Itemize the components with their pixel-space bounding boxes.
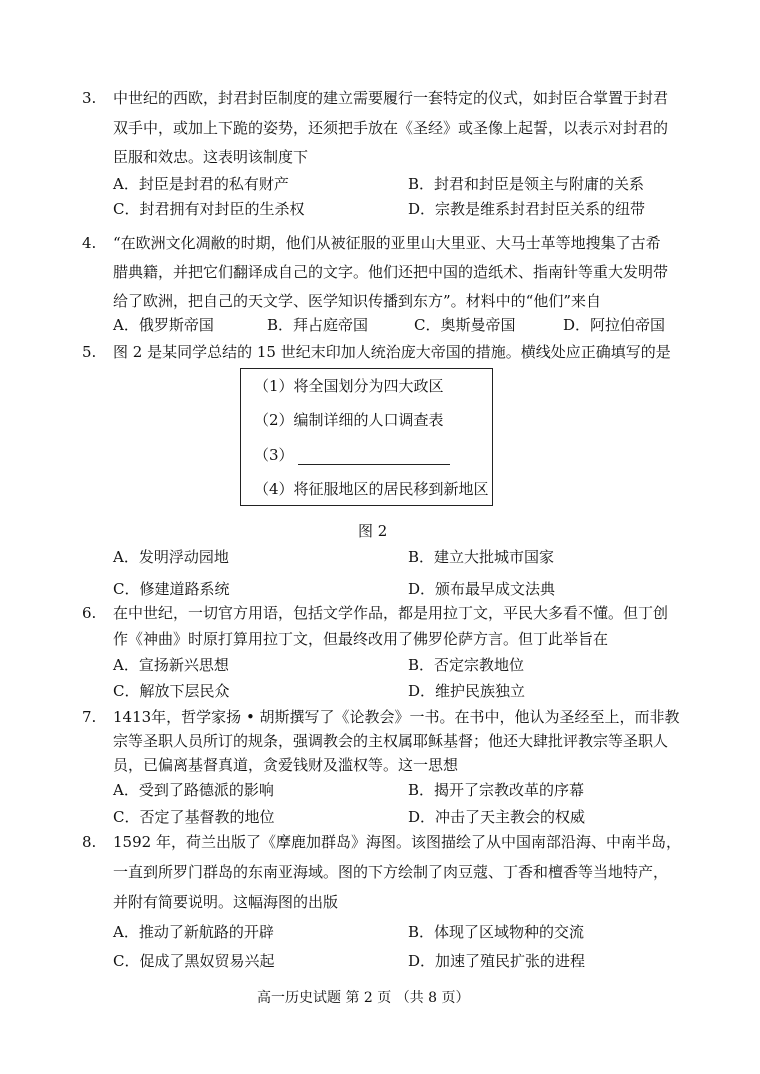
question-text-line: 1413年，哲学家扬 • 胡斯撰写了《论教会》一书。在书中，他认为圣经至上，而非教 xyxy=(113,708,680,726)
box-item-2: （2）编制详细的人口调查表 xyxy=(254,411,444,429)
option-c: C．解放下层民众 xyxy=(113,682,230,700)
question-text-line: 给了欧洲，把自己的天文学、医学知识传播到东方”。材料中的“他们”来自 xyxy=(113,292,602,310)
question-text-line: 中世纪的西欧，封君封臣制度的建立需要履行一套特定的仪式，如封臣合掌置于封君 xyxy=(113,89,669,107)
question-number: 7. xyxy=(82,708,97,726)
option-a: A．宣扬新兴思想 xyxy=(113,656,229,674)
option-c: C．否定了基督教的地位 xyxy=(113,808,275,826)
option-b: B．封君和封臣是领主与附庸的关系 xyxy=(408,175,645,193)
question-text-line: 一直到所罗门群岛的东南亚海域。图的下方绘制了肉豆蔻、丁香和檀香等当地特产， xyxy=(113,863,669,881)
question-text-line: 臣服和效忠。这表明该制度下 xyxy=(113,148,309,166)
question-number: 5. xyxy=(82,343,97,361)
option-c: C．奥斯曼帝国 xyxy=(414,316,516,334)
option-d: D．加速了殖民扩张的进程 xyxy=(408,952,586,970)
figure-2-box xyxy=(240,368,493,506)
question-text-line: 作《神曲》时原打算用拉丁文，但最终改用了佛罗伦萨方言。但丁此举旨在 xyxy=(113,630,609,648)
question-text-line: “在欧洲文化凋敝的时期，他们从被征服的亚里山大里亚、大马士革等地搜集了古希 xyxy=(113,234,661,252)
box-item-3-label: （3） xyxy=(254,446,294,464)
question-text-line: 1592 年，荷兰出版了《摩鹿加群岛》海图。该图描绘了从中国南部沿海、中南半岛， xyxy=(113,833,681,851)
option-b: B．体现了区域物种的交流 xyxy=(408,923,585,941)
question-text-line: 并附有简要说明。这幅海图的出版 xyxy=(113,893,339,911)
option-a: A．推动了新航路的开辟 xyxy=(113,923,274,941)
question-text-line: 在中世纪，一切官方用语，包括文学作品，都是用拉丁文，平民大多看不懂。但丁创 xyxy=(113,604,669,622)
option-d: D．阿拉伯帝国 xyxy=(563,316,666,334)
question-text-line: 宗等圣职人员所订的规条，强调教会的主权属耶稣基督；他还大肆批评教宗等圣职人 xyxy=(113,732,669,750)
box-item-1: （1）将全国划分为四大政区 xyxy=(254,377,444,395)
question-text-line: 双手中，或加上下跪的姿势，还须把手放在《圣经》或圣像上起誓，以表示对封君的 xyxy=(113,119,669,137)
option-a: A．俄罗斯帝国 xyxy=(113,316,214,334)
option-b: B．拜占庭帝国 xyxy=(267,316,369,334)
fill-blank-line xyxy=(298,450,450,465)
question-number: 3. xyxy=(82,89,97,107)
question-number: 4. xyxy=(82,234,97,252)
option-a: A．封臣是封君的私有财产 xyxy=(113,175,289,193)
question-number: 8. xyxy=(82,833,97,851)
page-footer: 高一历史试题 第 2 页 （共 8 页） xyxy=(257,990,470,1006)
question-text-line: 图 2 是某同学总结的 15 世纪末印加人统治庞大帝国的措施。横线处应正确填写的是 xyxy=(113,343,671,361)
option-c: C．促成了黑奴贸易兴起 xyxy=(113,952,275,970)
option-d: D．颁布最早成文法典 xyxy=(408,580,556,598)
option-c: C．修建道路系统 xyxy=(113,580,230,598)
option-d: D．宗教是维系封君封臣关系的纽带 xyxy=(408,200,646,218)
question-text-line: 员，已偏离基督真道，贪爱钱财及滥权等。这一思想 xyxy=(113,756,459,774)
option-d: D．冲击了天主教会的权威 xyxy=(408,808,586,826)
question-number: 6. xyxy=(82,604,97,622)
option-a: A．发明浮动园地 xyxy=(113,548,229,566)
option-b: B．否定宗教地位 xyxy=(408,656,525,674)
question-text-line: 腊典籍，并把它们翻译成自己的文字。他们还把中国的造纸术、指南针等重大发明带 xyxy=(113,263,669,281)
option-d: D．维护民族独立 xyxy=(408,682,526,700)
box-item-3 xyxy=(254,445,450,465)
option-b: B．揭开了宗教改革的序幕 xyxy=(408,781,585,799)
option-c: C．封君拥有对封臣的生杀权 xyxy=(113,200,305,218)
option-a: A．受到了路德派的影响 xyxy=(113,781,274,799)
figure-caption: 图 2 xyxy=(358,522,388,540)
option-b: B．建立大批城市国家 xyxy=(408,548,555,566)
box-item-4: （4）将征服地区的居民移到新地区 xyxy=(254,480,489,498)
